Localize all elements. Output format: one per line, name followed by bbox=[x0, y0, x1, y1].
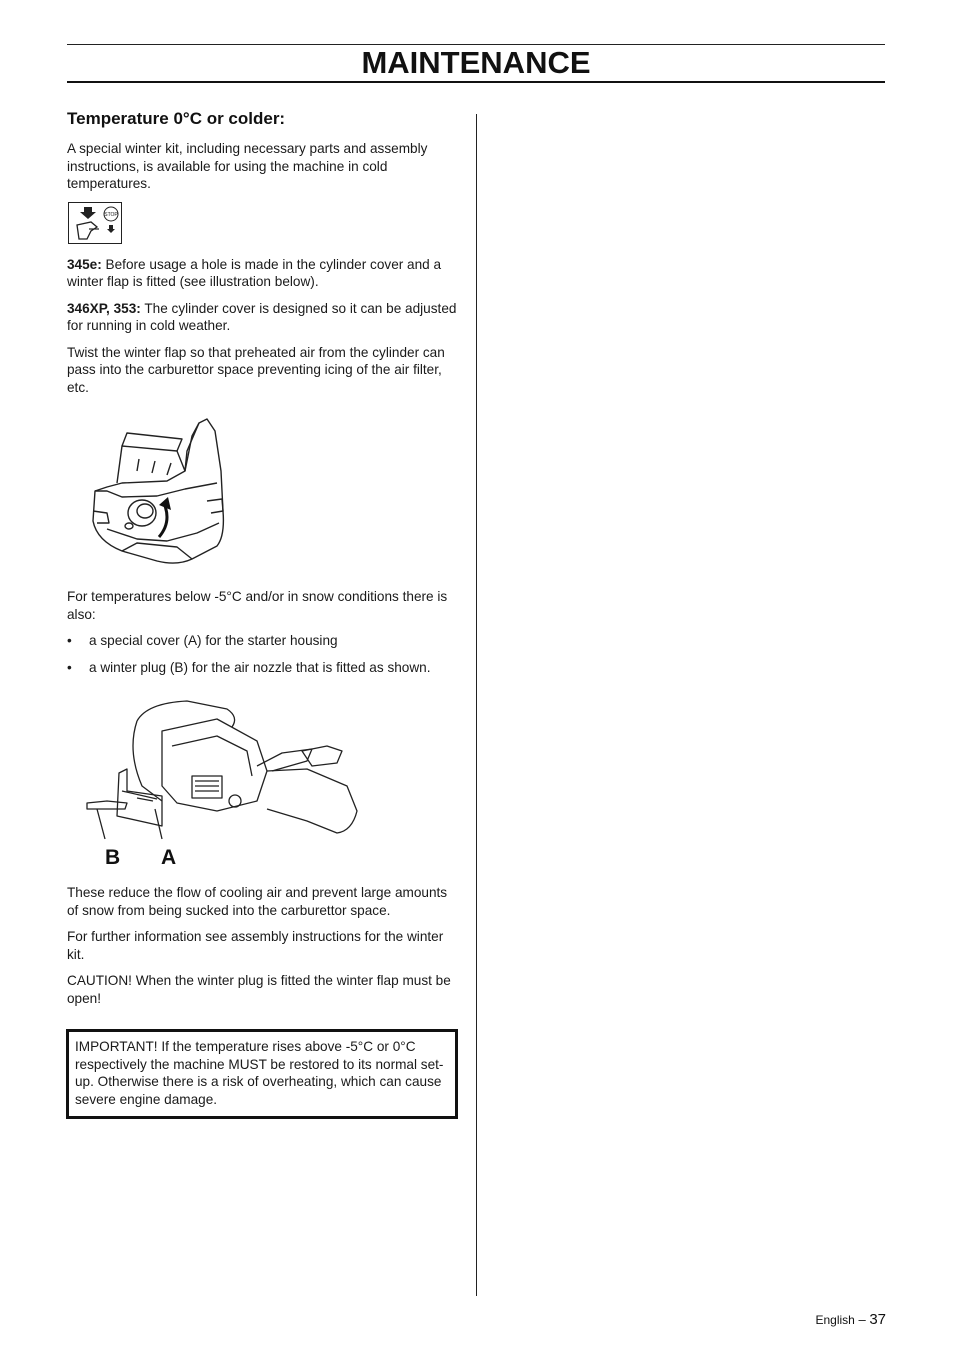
bullet-dot: • bbox=[67, 633, 72, 648]
stop-engine-pictogram-svg bbox=[69, 203, 121, 243]
important-text: IMPORTANT! If the temperature rises above -5°C or 0°C respectively the machine MUST be restored to its normal set-up. Otherwise there is a risk of overheating, which can cause severe engine damage. bbox=[75, 1039, 444, 1107]
stop-engine-icon bbox=[68, 202, 122, 244]
page-number: 37 bbox=[869, 1311, 886, 1328]
header-rule-bottom bbox=[67, 81, 885, 83]
paragraph-346xp-353 bbox=[67, 300, 457, 335]
paragraph-345e bbox=[67, 256, 457, 291]
chainsaw-winter-kit-illustration bbox=[67, 691, 457, 871]
winter-kit-list bbox=[67, 632, 457, 676]
text-345e: Before usage a hole is made in the cylinder cover and a winter flap is fitted (see illustration below). bbox=[67, 256, 442, 289]
bullet-dot: • bbox=[67, 659, 72, 675]
intro-paragraph: A special winter kit, including necessary parts and assembly instructions, is available for using the machine in cold temperatures. bbox=[67, 141, 428, 191]
below-5c-paragraph: For temperatures below -5°C and/or in snow conditions there is also: bbox=[67, 589, 448, 622]
label-345e: 345e: bbox=[67, 256, 102, 272]
stop-label: STOP bbox=[104, 211, 118, 218]
list-item bbox=[67, 659, 457, 677]
important-notice bbox=[66, 1029, 458, 1119]
label-b: B bbox=[105, 846, 121, 869]
list-item-text: a winter plug (B) for the air nozzle that is fitted as shown. bbox=[89, 659, 431, 675]
left-column bbox=[67, 108, 457, 1119]
twist-paragraph: Twist the winter flap so that preheated air from the cylinder can pass into the carburettor space preventing icing of the air filter, etc. bbox=[67, 344, 445, 395]
label-a: A bbox=[161, 846, 177, 869]
column-divider bbox=[476, 114, 477, 1296]
reduce-paragraph: These reduce the flow of cooling air and prevent large amounts of snow from being sucked into the carburettor space. bbox=[67, 885, 448, 918]
section-title: Temperature 0°C or colder: bbox=[67, 109, 286, 128]
caution-paragraph: CAUTION! When the winter plug is fitted the winter flap must be open! bbox=[67, 973, 451, 1006]
further-info-paragraph: For further information see assembly instructions for the winter kit. bbox=[67, 929, 444, 962]
page-title: MAINTENANCE bbox=[361, 45, 591, 80]
cylinder-cover-illustration bbox=[67, 411, 457, 573]
text-346xp-353: The cylinder cover is designed so it can be adjusted for running in cold weather. bbox=[67, 300, 457, 333]
label-346xp-353: 346XP, 353: bbox=[67, 300, 141, 316]
page-footer bbox=[815, 1311, 886, 1328]
list-item-text: a special cover (A) for the starter housing bbox=[89, 633, 338, 648]
footer-dash: – bbox=[858, 1312, 866, 1327]
footer-language: English bbox=[815, 1313, 855, 1327]
list-item bbox=[67, 632, 457, 650]
